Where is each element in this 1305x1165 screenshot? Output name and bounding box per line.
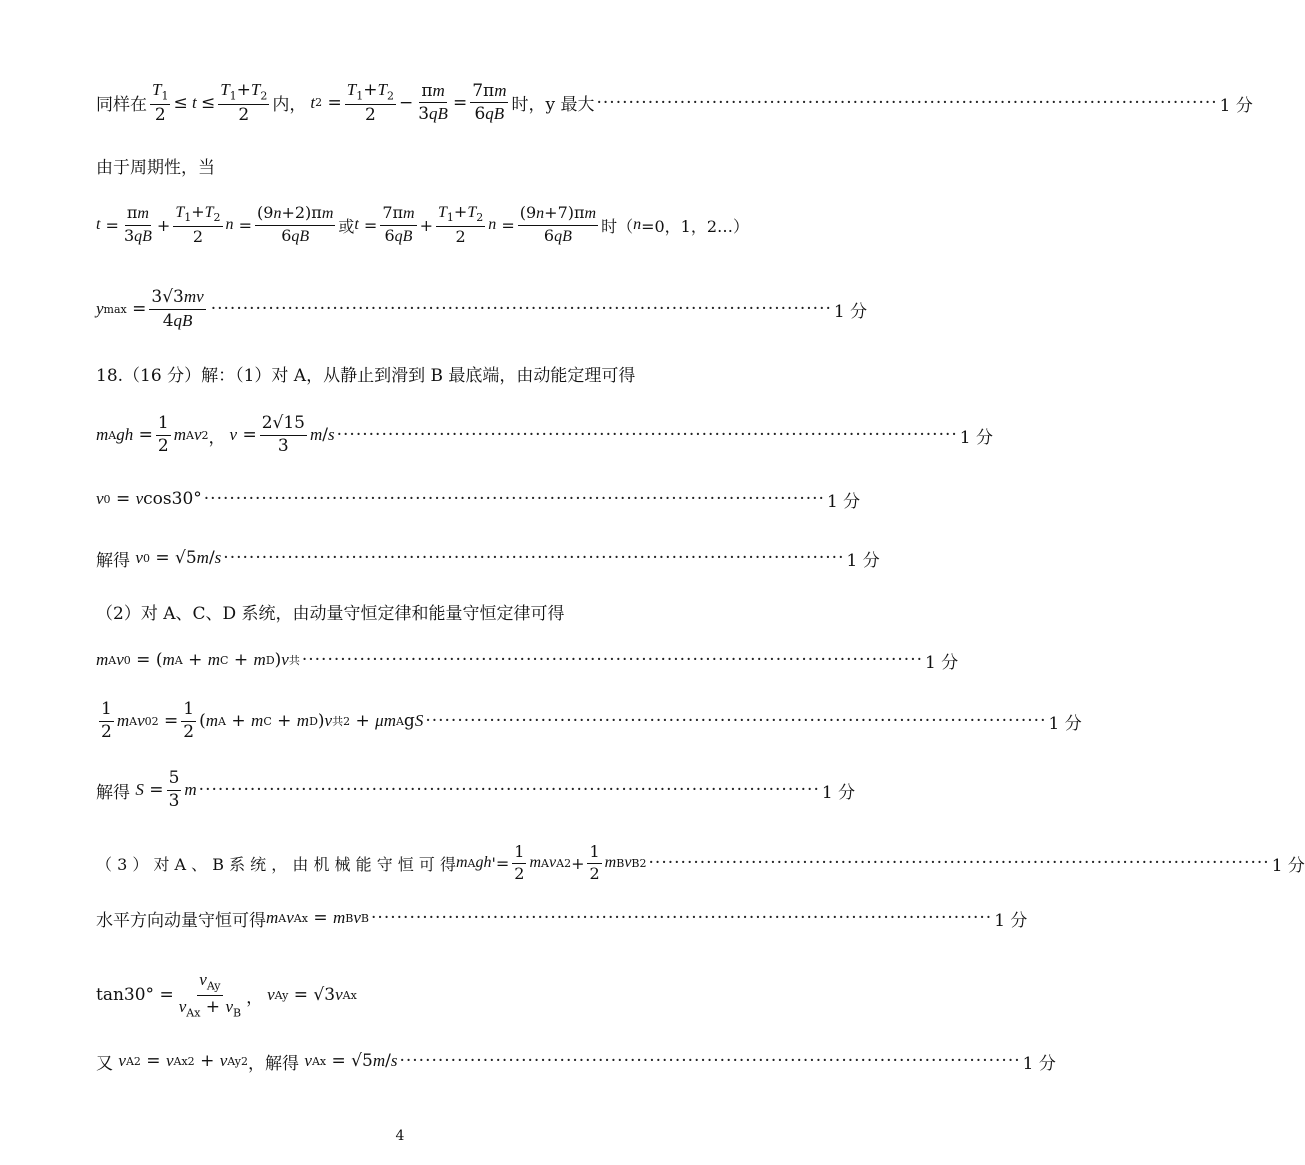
line-9 [96, 596, 728, 626]
score-label: 1 分 [821, 782, 856, 803]
line-14: 水平方向动量守恒可得 m A v Ax = m B v B ································································································· 1 分 [96, 903, 728, 933]
line-6: m A gh = $\frac{1}{2}$ m A v 2 ， v = $\frac{2√15}{3}$ m / s ································································································· 1 分 [96, 412, 994, 456]
dot-leader: ································································································· [371, 908, 993, 928]
line-10: m A v 0 = ( m A + m C + m D ) v 共 ································································································· 1 分 [96, 645, 728, 675]
line-1-prefix: 同样在 [96, 95, 147, 116]
dot-leader: ································································································· [399, 1051, 1021, 1071]
line-5 [96, 358, 728, 388]
score-label: 1 分 [833, 301, 868, 322]
line-16: 又 v A 2 = v Ax 2 + v Ay 2 ，解得 v Ax = √5 m / s ································································································· 1 分 [96, 1044, 728, 1078]
score-label: 1 分 [1022, 1053, 1056, 1074]
line-8: 解得 v 0 = √5 m / s ································································································· 1 分 [96, 543, 728, 573]
line-1-suffix: 时，y 最大 [511, 95, 595, 116]
line-5-text: 18.（16 分）解：（1）对 A，从静止到滑到 B 最底端，由动能定理可得 [96, 365, 636, 386]
line-7: v 0 = v cos30° ································································································· 1 分 [96, 484, 728, 514]
line-12: 解得 S = $\frac{5}{3}$ m ································································································· 1 分 [96, 767, 856, 811]
dot-leader: ································································································· [198, 780, 820, 800]
dot-leader: ································································································· [210, 299, 832, 319]
dot-leader: ································································································· [203, 489, 825, 509]
score-label: 1 分 [994, 910, 1028, 931]
score-label: 1 分 [846, 550, 880, 571]
dot-leader: ································································································· [596, 93, 1218, 113]
dot-leader: ································································································· [336, 425, 958, 445]
score-label: 1 分 [959, 427, 994, 448]
score-label: 1 分 [1219, 95, 1253, 116]
line-3: t = $\frac{\pi m}{3qB}$ + $\frac{T_1+T_2}{2}$ n = $\frac{(9n+2)\pi m}{6qB}$ 或 t = $\frac{7\pi m}{6qB}$ + $\frac{T_1+T_2}{2}$ n = $\frac{(9n+7)\pi m}{6qB}$ 时（ n =0，1，2…） [96, 202, 750, 247]
line-1: 同样在 $\frac{T_1}{2}$ ≤ t ≤ $\frac{T_1+T_2}{2}$ 内， t 2 = $\frac{T_1+T_2}{2}$ − $\frac{\pi m}{3qB}$ = $\frac{7\pi m}{6qB}$ 时，y 最大 ································································································· 1 分 [96, 80, 1253, 126]
dot-leader: ································································································· [301, 650, 923, 670]
page-number: 4 [395, 1128, 405, 1144]
score-label: 1 分 [826, 491, 861, 512]
dot-leader: ································································································· [425, 711, 1047, 731]
line-11: $\frac{1}{2}$ m A v 0 2 = $\frac{1}{2}$ ( m A + m C + m D ) v 共 2 + μm A g S ································································································· 1 分 [101, 698, 1082, 742]
score-label: 1 分 [1048, 713, 1082, 734]
line-4: y max = $\frac{3√3mv}{4qB}$ ································································································· 1 分 [96, 286, 868, 331]
score-label: 1 分 [1271, 855, 1305, 876]
line-2 [96, 150, 728, 180]
line-13: （ 3 ） 对 A 、 B 系 统 ， 由 机 械 能 守 恒 可 得 m A gh '= $\frac{1}{2}$ m A v A 2 + $\frac{1}{2}$ m B v B 2 ································································································· 1 分 [96, 842, 1305, 883]
line-15: tan30° = $\frac{v_{Ay}}{v_{Ax} + v_B}$ ， v Ay = √3 v Ax [96, 970, 357, 1019]
score-label: 1 分 [925, 652, 959, 673]
line-9-text: （2）对 A、C、D 系统，由动量守恒定律和能量守恒定律可得 [96, 603, 565, 624]
dot-leader: ································································································· [648, 853, 1270, 873]
dot-leader: ································································································· [223, 548, 845, 568]
line-2-text: 由于周期性，当 [96, 157, 215, 178]
